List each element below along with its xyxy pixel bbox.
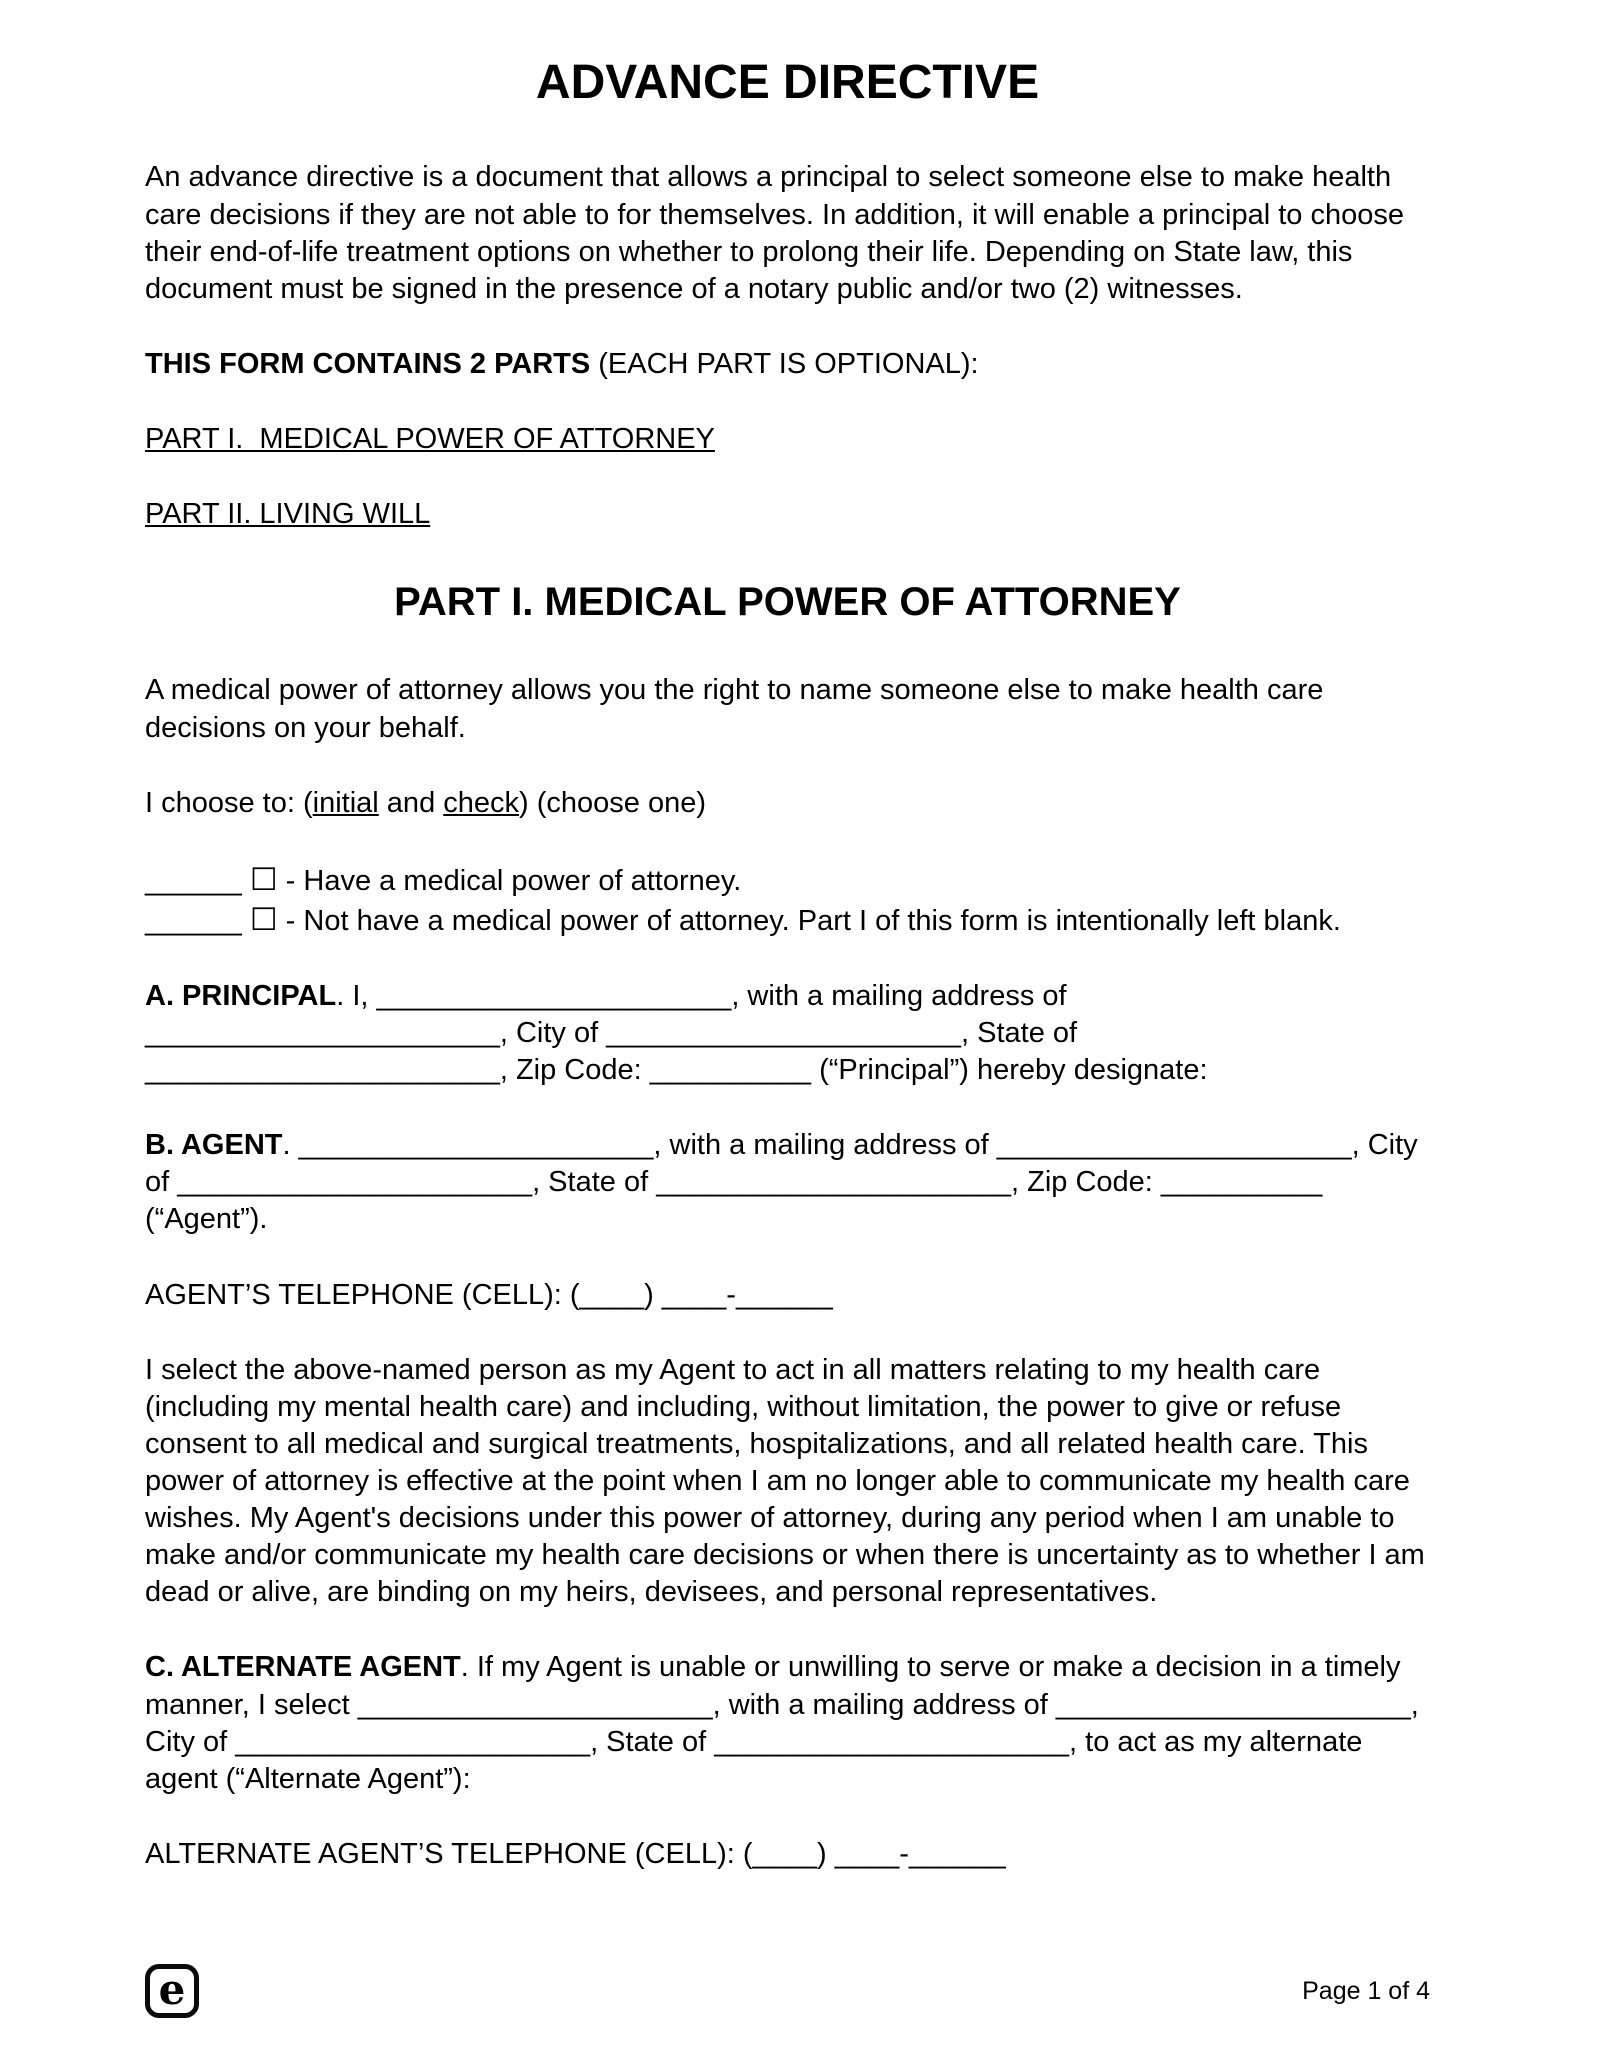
principal-body: . I, ______________________, with a mailing address of ______________________, City of ______________________, State of ______________________, Zip Code: __________ (“Principal”) hereby designate: — [145, 979, 1208, 1087]
option-not-have-mpoa — [145, 900, 1430, 940]
part2-reference: PART II. LIVING WILL — [145, 498, 431, 531]
part1-reference: PART I. MEDICAL POWER OF ATTORNEY — [145, 422, 715, 455]
agent-section — [145, 1127, 1430, 1238]
choose-prefix: I choose to: ( — [145, 786, 313, 819]
document-title: ADVANCE DIRECTIVE — [535, 56, 1040, 109]
checkbox-icon: ☐ — [249, 901, 278, 937]
choice-options — [145, 860, 1430, 940]
agent-phone-line: AGENT’S TELEPHONE (CELL): (____) ____-______ — [145, 1278, 833, 1311]
choose-initial: initial — [312, 786, 379, 819]
eforms-logo-letter: e — [158, 1964, 186, 2014]
agent-body: . ______________________, with a mailing address of ______________________, City of ______________________, State of ______________________, Zip Code: __________ (“Agent”). — [145, 1129, 1426, 1236]
principal-section — [145, 978, 1430, 1089]
part1-heading: PART I. MEDICAL POWER OF ATTORNEY — [394, 580, 1181, 625]
page-number: Page 1 of 4 — [1302, 1977, 1430, 2005]
form-contains-line — [145, 346, 1430, 383]
initial-blank: ______ — [145, 904, 250, 937]
choose-mid: and — [378, 786, 444, 819]
principal-label: A. PRINCIPAL — [145, 979, 337, 1012]
form-contains-bold: THIS FORM CONTAINS 2 PARTS — [145, 347, 591, 380]
agent-powers-paragraph: I select the above-named person as my Agent to act in all matters relating to my health care (including my mental health care) and including, without limitation, the power to give or refuse consent to all medical and surgical treatments, hospitalizations, and all related health care. This power of attorney is effective at the point when I am no longer able to communicate my health care wishes. My Agent's decisions under this power of attorney, during any period when I am unable to make and/or communicate my health care decisions or when there is uncertainty as to whether I am dead or alive, are binding on my heirs, devisees, and personal representatives. — [145, 1353, 1433, 1609]
page-footer — [145, 1964, 1430, 2018]
checkbox-icon: ☐ — [249, 861, 278, 897]
option-not-have-mpoa-text: - Not have a medical power of attorney. Part I of this form is intentionally left blank. — [277, 904, 1341, 937]
alternate-agent-body: . If my Agent is unable or unwilling to serve or make a decision in a timely manner, I select ______________________, with a mailing address of ______________________, City of ______________________, State of ______________________, to act as my alternate agent (“Alternate Agent”): — [145, 1651, 1427, 1795]
alternate-agent-section — [145, 1649, 1430, 1797]
option-have-mpoa — [145, 860, 1430, 900]
eforms-logo-icon — [145, 1964, 199, 2018]
initial-blank: ______ — [145, 864, 250, 897]
choose-suffix: ) (choose one) — [519, 786, 707, 819]
alternate-agent-phone-line: ALTERNATE AGENT’S TELEPHONE (CELL): (____) ____-______ — [145, 1837, 1006, 1870]
alternate-agent-label: C. ALTERNATE AGENT — [145, 1651, 461, 1684]
choose-line — [145, 785, 1430, 822]
choose-check: check — [443, 786, 520, 819]
mpoa-intro-paragraph: A medical power of attorney allows you the right to name someone else to make health care decisions on your behalf. — [145, 674, 1332, 744]
intro-paragraph: An advance directive is a document that allows a principal to select someone else to make health care decisions if they are not able to for themselves. In addition, it will enable a principal to choose their end-of-life treatment options on whether to prolong their life. Depending on State law, this document must be signed in the presence of a notary public and/or two (2) witnesses. — [145, 161, 1413, 305]
form-contains-rest: (EACH PART IS OPTIONAL): — [590, 347, 979, 380]
agent-label: B. AGENT — [145, 1129, 283, 1162]
option-have-mpoa-text: - Have a medical power of attorney. — [277, 864, 742, 897]
